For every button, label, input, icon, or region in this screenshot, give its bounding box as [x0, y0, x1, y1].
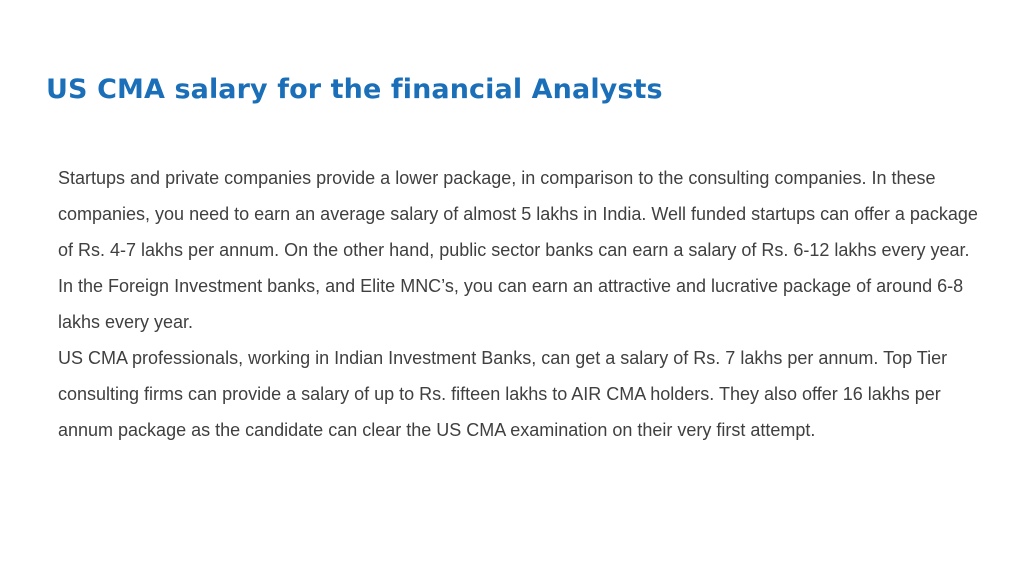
paragraph-investment-banks-salary: US CMA professionals, working in Indian Investment Banks, can get a salary of Rs. 7 lakhs per annum. Top Tier consulting firms can provide a salary of up to Rs. fifteen lakhs to AIR CMA holders. They also offer 16 lakhs per annum package as the candidate can clear the US CMA examination on their very first attempt. [58, 348, 948, 440]
paragraph-startups-salary: Startups and private companies provide a lower package, in comparison to the consulting companies. In these companies, you need to earn an average salary of almost 5 lakhs in India. Well funded startups can offer a package of Rs. 4-7 lakhs per annum. On the other hand, public sector banks can earn a salary of Rs. 6-12 lakhs every year. In the Foreign Investment banks, and Elite MNC’s, you can earn an attractive and lucrative package of around 6-8 lakhs every year. [58, 168, 978, 332]
slide-title: US CMA salary for the financial Analysts [46, 74, 663, 105]
body-text [58, 160, 978, 448]
